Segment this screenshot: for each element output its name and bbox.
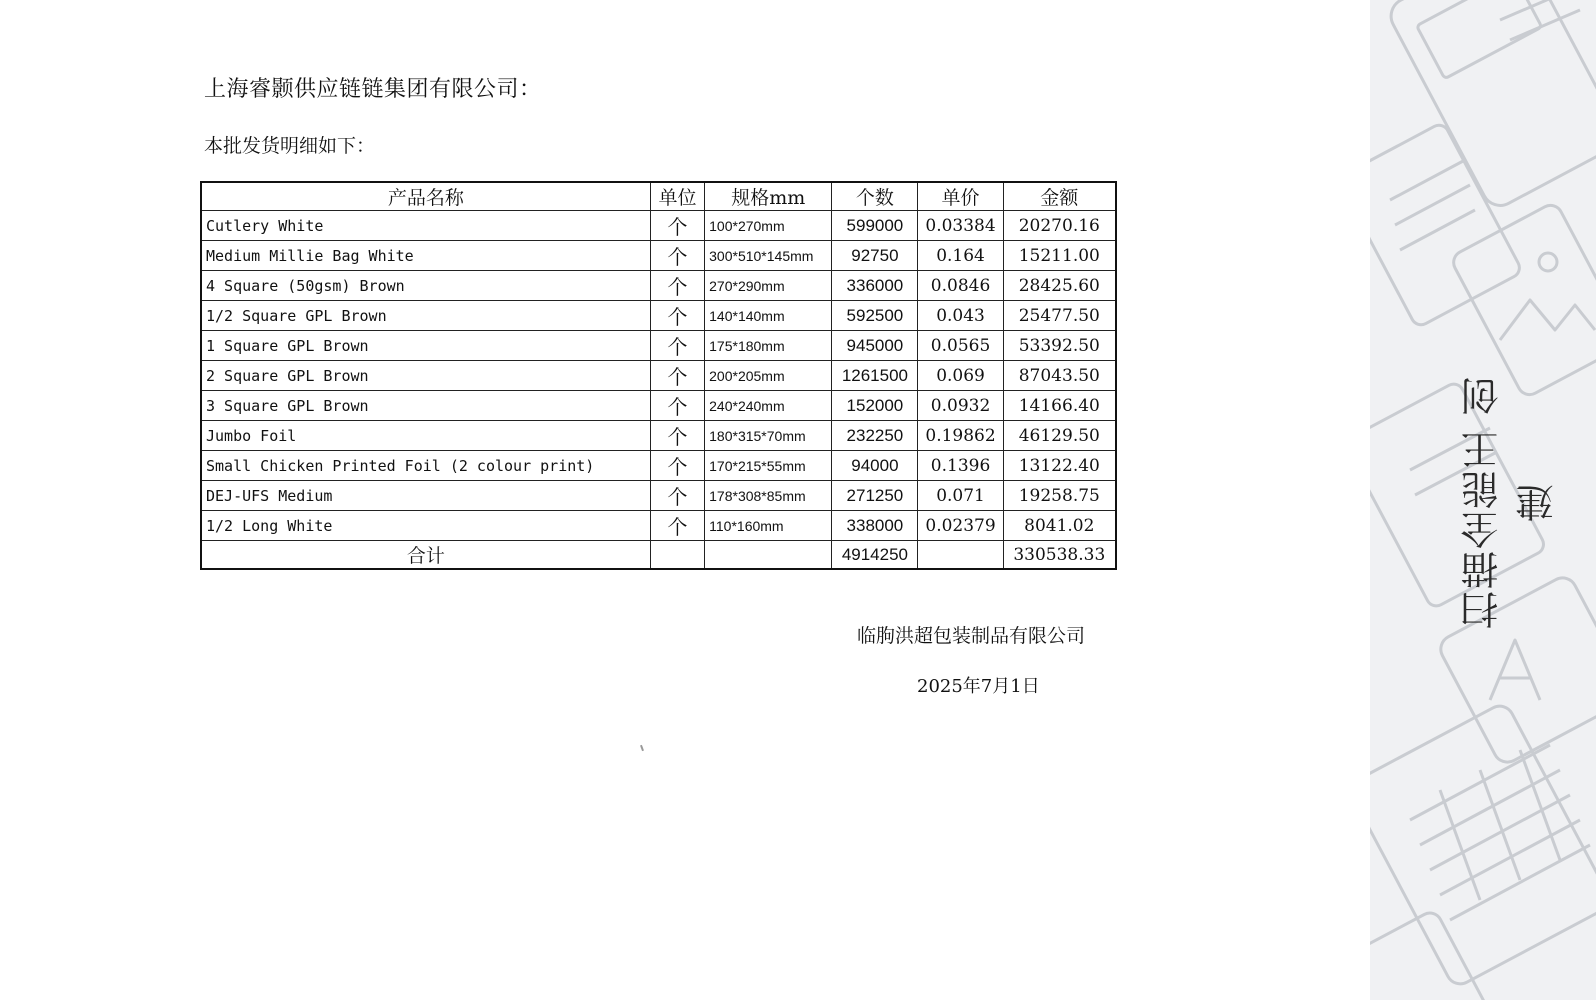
table-body [201,211,1116,570]
row-amount: 87043.50 [1003,361,1116,391]
total-unit-empty [650,541,704,570]
row-quantity: 232250 [832,421,918,451]
row-spec: 180*315*70mm [705,421,832,451]
table-row [201,331,1116,361]
intro-line: 本批发货明细如下： [204,135,376,157]
row-unit-price: 0.03384 [918,211,1003,241]
row-spec: 140*140mm [705,301,832,331]
row-unit-price: 0.0846 [918,271,1003,301]
watermark-brand-text: 扫描全能王 创建 [1461,374,1560,630]
row-unit: 个 [650,331,704,361]
header-quantity: 个数 [832,182,918,211]
row-quantity: 338000 [832,511,918,541]
row-quantity: 271250 [832,481,918,511]
row-spec: 240*240mm [705,391,832,421]
row-amount: 20270.16 [1003,211,1116,241]
row-quantity: 152000 [832,391,918,421]
row-amount: 14166.40 [1003,391,1116,421]
row-amount: 19258.75 [1003,481,1116,511]
row-unit-price: 0.071 [918,481,1003,511]
row-unit: 个 [650,451,704,481]
document-date: 2025年7月1日 [917,676,1040,697]
row-amount: 13122.40 [1003,451,1116,481]
row-unit: 个 [650,241,704,271]
total-row [201,541,1116,570]
row-unit-price: 0.043 [918,301,1003,331]
row-quantity: 1261500 [832,361,918,391]
row-unit: 个 [650,421,704,451]
table-row [201,481,1116,511]
row-quantity: 945000 [832,331,918,361]
table-row [201,301,1116,331]
row-unit: 个 [650,481,704,511]
row-quantity: 94000 [832,451,918,481]
row-spec: 270*290mm [705,271,832,301]
header-product-name: 产品名称 [201,182,650,211]
row-product-name: 4 Square (50gsm) Brown [201,271,650,301]
row-spec: 175*180mm [705,331,832,361]
row-spec: 170*215*55mm [705,451,832,481]
table-row [201,511,1116,541]
table-row [201,361,1116,391]
total-quantity: 4914250 [832,541,918,570]
header-amount: 金额 [1003,182,1116,211]
supplier-signature: 临朐洪超包装制品有限公司 [857,625,1086,647]
row-product-name: Small Chicken Printed Foil (2 colour print) [201,451,650,481]
row-product-name: DEJ-UFS Medium [201,481,650,511]
total-label: 合计 [201,541,650,570]
table-row [201,421,1116,451]
row-unit-price: 0.19862 [918,421,1003,451]
row-spec: 100*270mm [705,211,832,241]
row-product-name: 3 Square GPL Brown [201,391,650,421]
row-quantity: 592500 [832,301,918,331]
row-amount: 8041.02 [1003,511,1116,541]
row-quantity: 336000 [832,271,918,301]
total-spec-empty [705,541,832,570]
row-quantity: 599000 [832,211,918,241]
row-spec: 300*510*145mm [705,241,832,271]
row-spec: 200*205mm [705,361,832,391]
row-unit-price: 0.0932 [918,391,1003,421]
row-unit-price: 0.0565 [918,331,1003,361]
row-unit: 个 [650,271,704,301]
row-spec: 178*308*85mm [705,481,832,511]
table-row [201,241,1116,271]
row-quantity: 92750 [832,241,918,271]
row-unit-price: 0.02379 [918,511,1003,541]
row-unit-price: 0.1396 [918,451,1003,481]
row-product-name: Cutlery White [201,211,650,241]
row-amount: 46129.50 [1003,421,1116,451]
header-unit-price: 单价 [918,182,1003,211]
row-product-name: Jumbo Foil [201,421,650,451]
row-product-name: 1 Square GPL Brown [201,331,650,361]
total-amount: 330538.33 [1003,541,1116,570]
row-product-name: 2 Square GPL Brown [201,361,650,391]
row-amount: 15211.00 [1003,241,1116,271]
row-unit-price: 0.069 [918,361,1003,391]
table-row [201,211,1116,241]
addressee-heading: 上海睿颢供应链链集团有限公司： [204,77,542,102]
row-unit: 个 [650,391,704,421]
row-unit: 个 [650,511,704,541]
table-row [201,391,1116,421]
table-row [201,451,1116,481]
row-product-name: 1/2 Long White [201,511,650,541]
row-amount: 25477.50 [1003,301,1116,331]
row-product-name: Medium Millie Bag White [201,241,650,271]
row-product-name: 1/2 Square GPL Brown [201,301,650,331]
row-amount: 53392.50 [1003,331,1116,361]
row-unit: 个 [650,211,704,241]
shipment-table [200,181,1117,570]
header-unit: 单位 [650,182,704,211]
row-amount: 28425.60 [1003,271,1116,301]
scan-speck [640,745,644,751]
row-spec: 110*160mm [705,511,832,541]
table-header-row [201,182,1116,211]
row-unit-price: 0.164 [918,241,1003,271]
row-unit: 个 [650,361,704,391]
table-row [201,271,1116,301]
total-price-empty [918,541,1003,570]
header-spec: 规格mm [705,182,832,211]
row-unit: 个 [650,301,704,331]
